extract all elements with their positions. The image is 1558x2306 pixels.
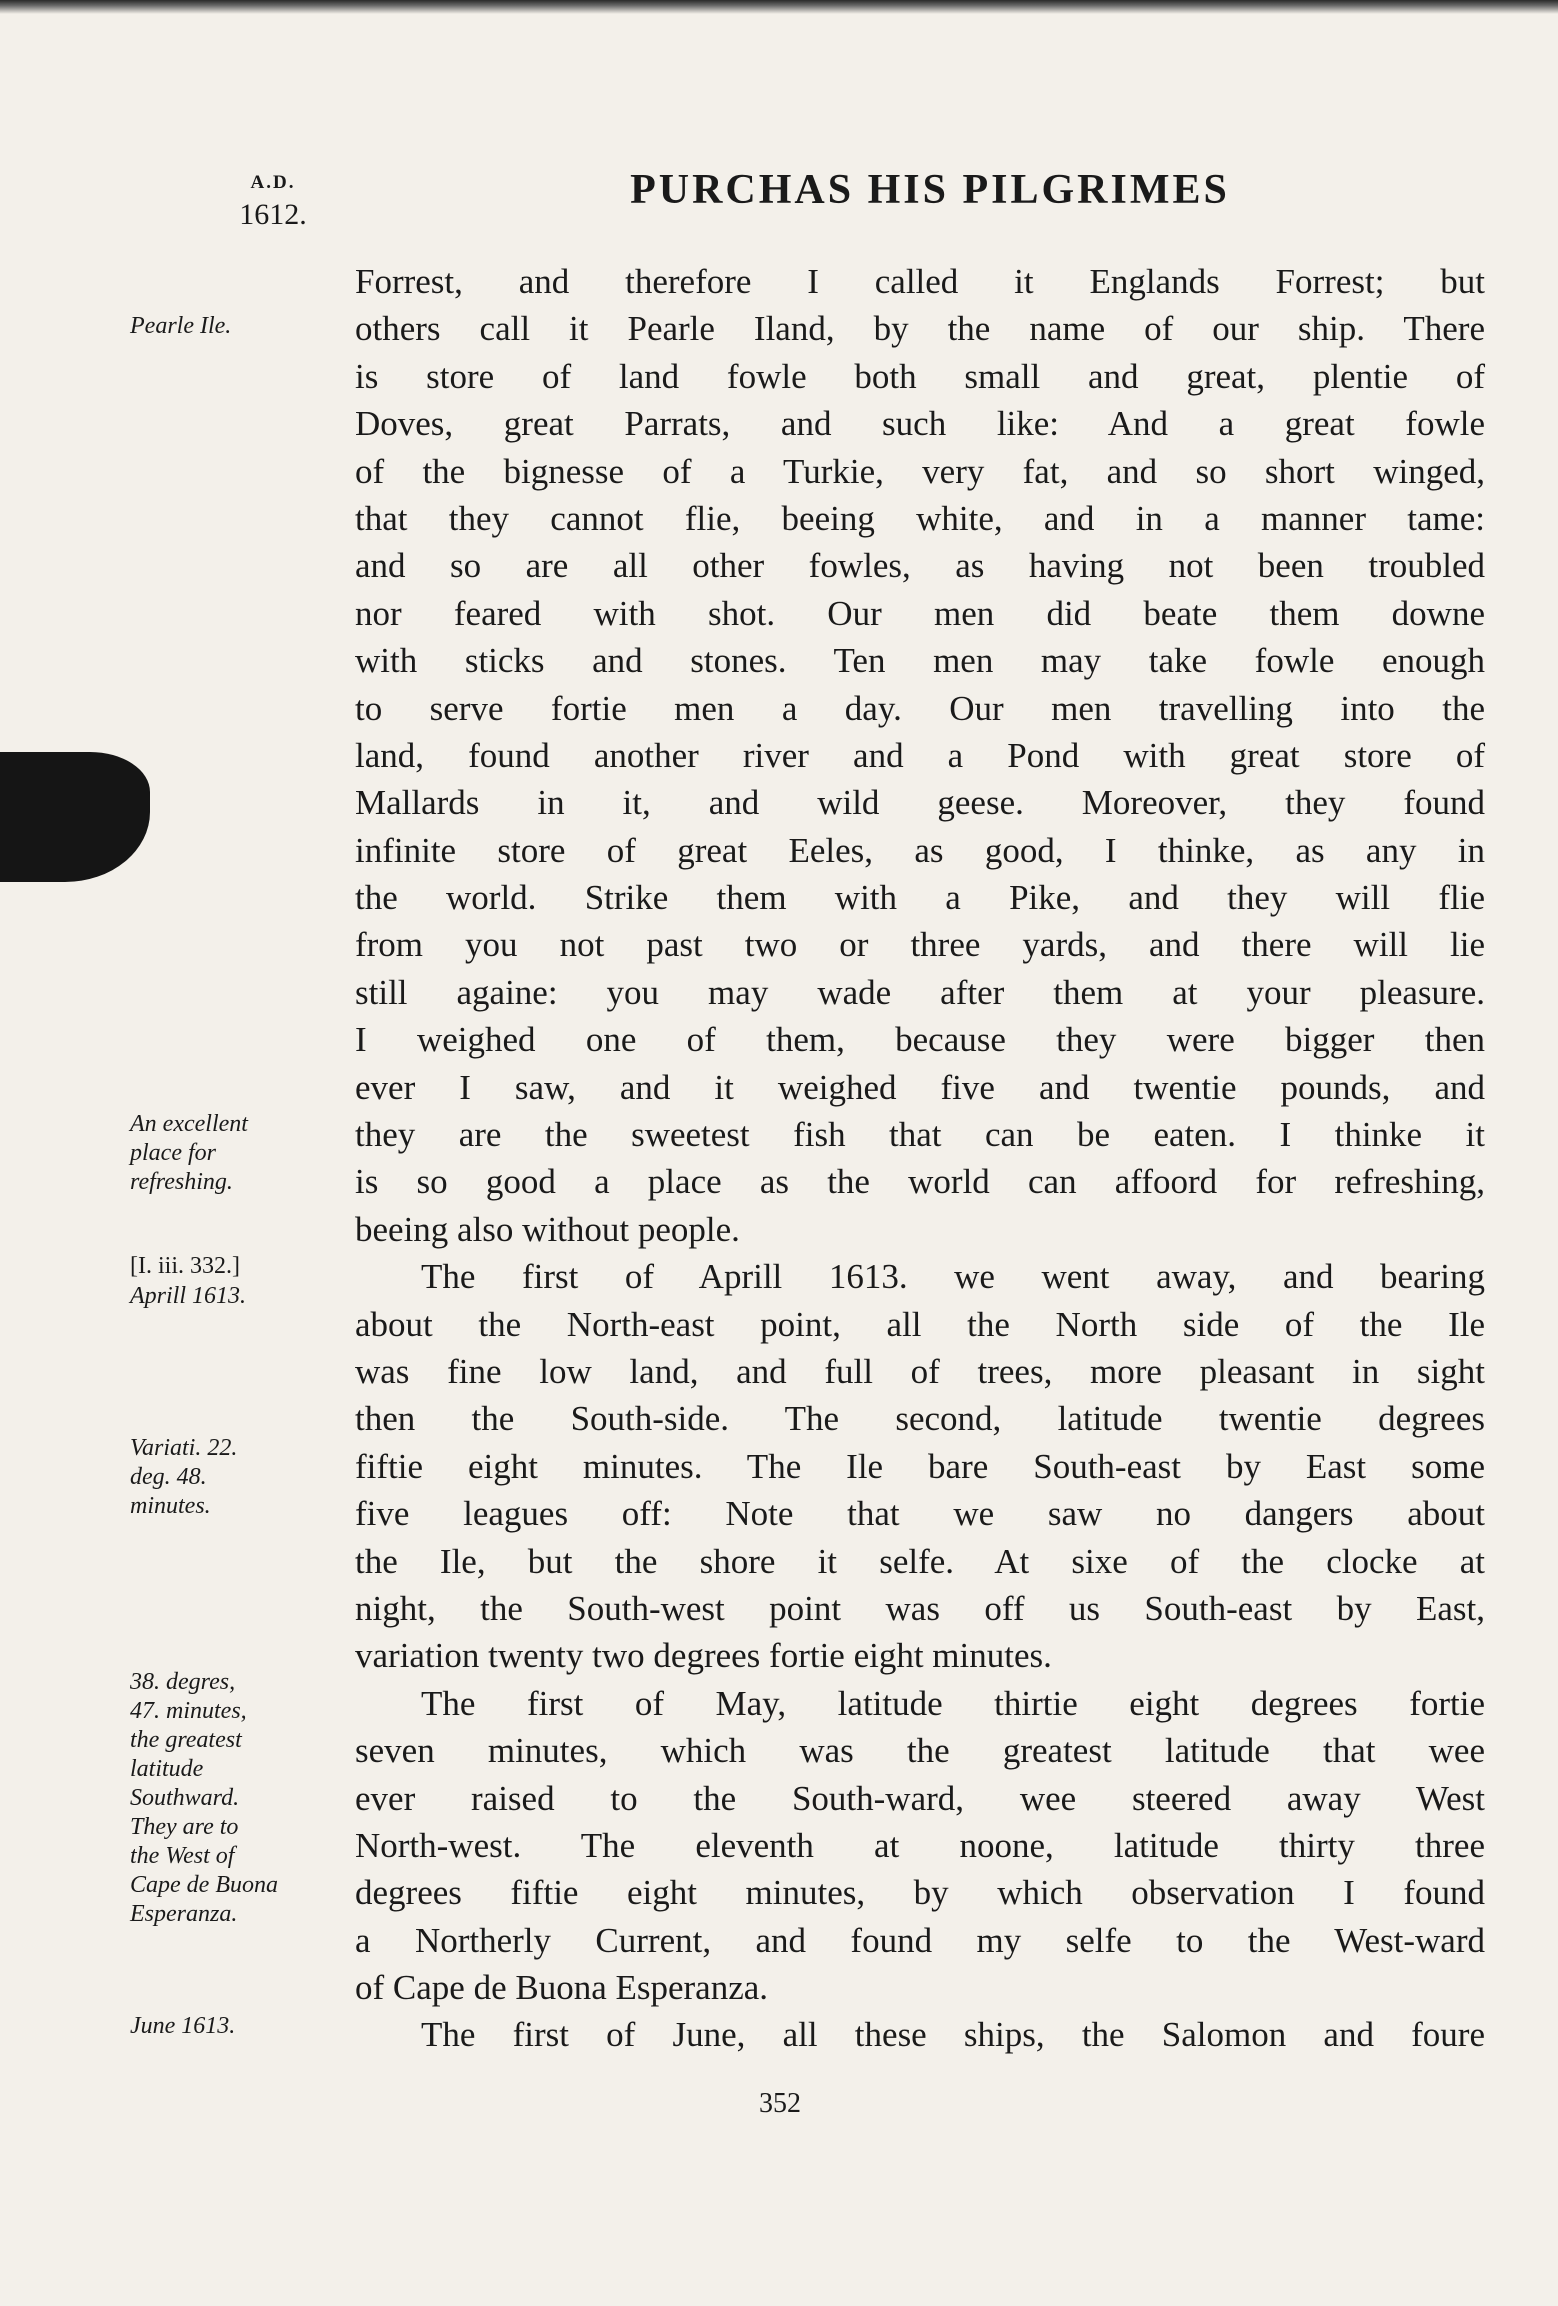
- text-line: others call it Pearle Iland, by the name of our ship. There: [355, 309, 1485, 349]
- text-line: of Cape de Buona Esperanza.: [355, 1968, 769, 2008]
- body-text: [355, 258, 1485, 2059]
- text-line: is so good a place as the world can affoord for refreshing,: [355, 1162, 1485, 1202]
- date-era: A.D.: [250, 172, 296, 193]
- text-line: land, found another river and a Pond with great store of: [355, 735, 1485, 775]
- margin-note-page-ref: [I. iii. 332.]: [130, 1253, 240, 1279]
- page-title: PURCHAS HIS PILGRIMES: [630, 167, 1230, 213]
- text-line: seven minutes, which was the greatest latitude that wee: [355, 1731, 1485, 1771]
- text-line: and so are all other fowles, as having not been troubled: [355, 546, 1485, 586]
- margin-note-pearle-ile: Pearle Ile.: [130, 313, 232, 339]
- margin-note-variation: Variati. 22. deg. 48. minutes.: [130, 1435, 238, 1519]
- text-line: ever raised to the South-ward, wee steered away West: [355, 1778, 1485, 1818]
- text-line: five leagues off: Note that we saw no dangers about: [355, 1494, 1485, 1534]
- text-line: North-west. The eleventh at noone, latitude thirty three: [355, 1825, 1485, 1865]
- text-line: The first of June, all these ships, the Salomon and foure: [421, 2015, 1485, 2055]
- text-line: still againe: you may wade after them at your pleasure.: [355, 972, 1485, 1012]
- text-line: Doves, great Parrats, and such like: And a great fowle: [355, 404, 1485, 444]
- page-number: 352: [759, 2088, 801, 2119]
- text-line: that they cannot flie, beeing white, and in a manner tame:: [355, 498, 1485, 538]
- text-line: ever I saw, and it weighed five and twentie pounds, and: [355, 1067, 1485, 1107]
- scan-top-edge: [0, 0, 1558, 14]
- text-line: fiftie eight minutes. The Ile bare South-east by East some: [355, 1446, 1485, 1486]
- text-line: then the South-side. The second, latitude twentie degrees: [355, 1399, 1485, 1439]
- text-line: from you not past two or three yards, and there will lie: [355, 925, 1485, 965]
- margin-note-refreshing: An excellent place for refreshing.: [130, 1111, 248, 1195]
- text-line: was fine low land, and full of trees, more pleasant in sight: [355, 1351, 1485, 1391]
- margin-note-latitude: 38. degres, 47. minutes, the greatest latitude Southward. They are to the West of Cape de Buona Esperanza.: [130, 1669, 278, 1927]
- page-tab-mark: [0, 752, 150, 882]
- text-line: about the North-east point, all the North side of the Ile: [355, 1304, 1485, 1344]
- text-line: variation twenty two degrees fortie eight minutes.: [355, 1636, 1052, 1676]
- text-line: night, the South-west point was off us South-east by East,: [355, 1588, 1485, 1628]
- text-line: The first of May, latitude thirtie eight degrees fortie: [421, 1683, 1485, 1723]
- margin-note-aprill: Aprill 1613.: [130, 1283, 247, 1309]
- text-line: beeing also without people.: [355, 1209, 740, 1249]
- date-year: 1612.: [239, 198, 307, 231]
- text-line: degrees fiftie eight minutes, by which observation I found: [355, 1873, 1485, 1913]
- date-header: [218, 172, 328, 232]
- text-line: The first of Aprill 1613. we went away, and bearing: [421, 1257, 1485, 1297]
- text-line: Forrest, and therefore I called it Englands Forrest; but: [355, 262, 1485, 301]
- text-line: Mallards in it, and wild geese. Moreover, they found: [355, 783, 1485, 823]
- text-line: of the bignesse of a Turkie, very fat, and so short winged,: [355, 451, 1485, 491]
- text-line: I weighed one of them, because they were bigger then: [355, 1020, 1485, 1060]
- text-line: the world. Strike them with a Pike, and they will flie: [355, 878, 1485, 918]
- text-line: nor feared with shot. Our men did beate them downe: [355, 593, 1485, 633]
- text-line: is store of land fowle both small and great, plentie of: [355, 356, 1485, 396]
- text-line: to serve fortie men a day. Our men travelling into the: [355, 688, 1485, 728]
- text-line: a Northerly Current, and found my selfe to the West-ward: [355, 1920, 1485, 1960]
- margin-note-june: June 1613.: [130, 2013, 236, 2039]
- text-line: with sticks and stones. Ten men may take fowle enough: [355, 641, 1485, 681]
- text-line: infinite store of great Eeles, as good, I thinke, as any in: [355, 830, 1485, 870]
- text-line: the Ile, but the shore it selfe. At sixe of the clocke at: [355, 1541, 1485, 1581]
- text-line: they are the sweetest fish that can be eaten. I thinke it: [355, 1115, 1485, 1155]
